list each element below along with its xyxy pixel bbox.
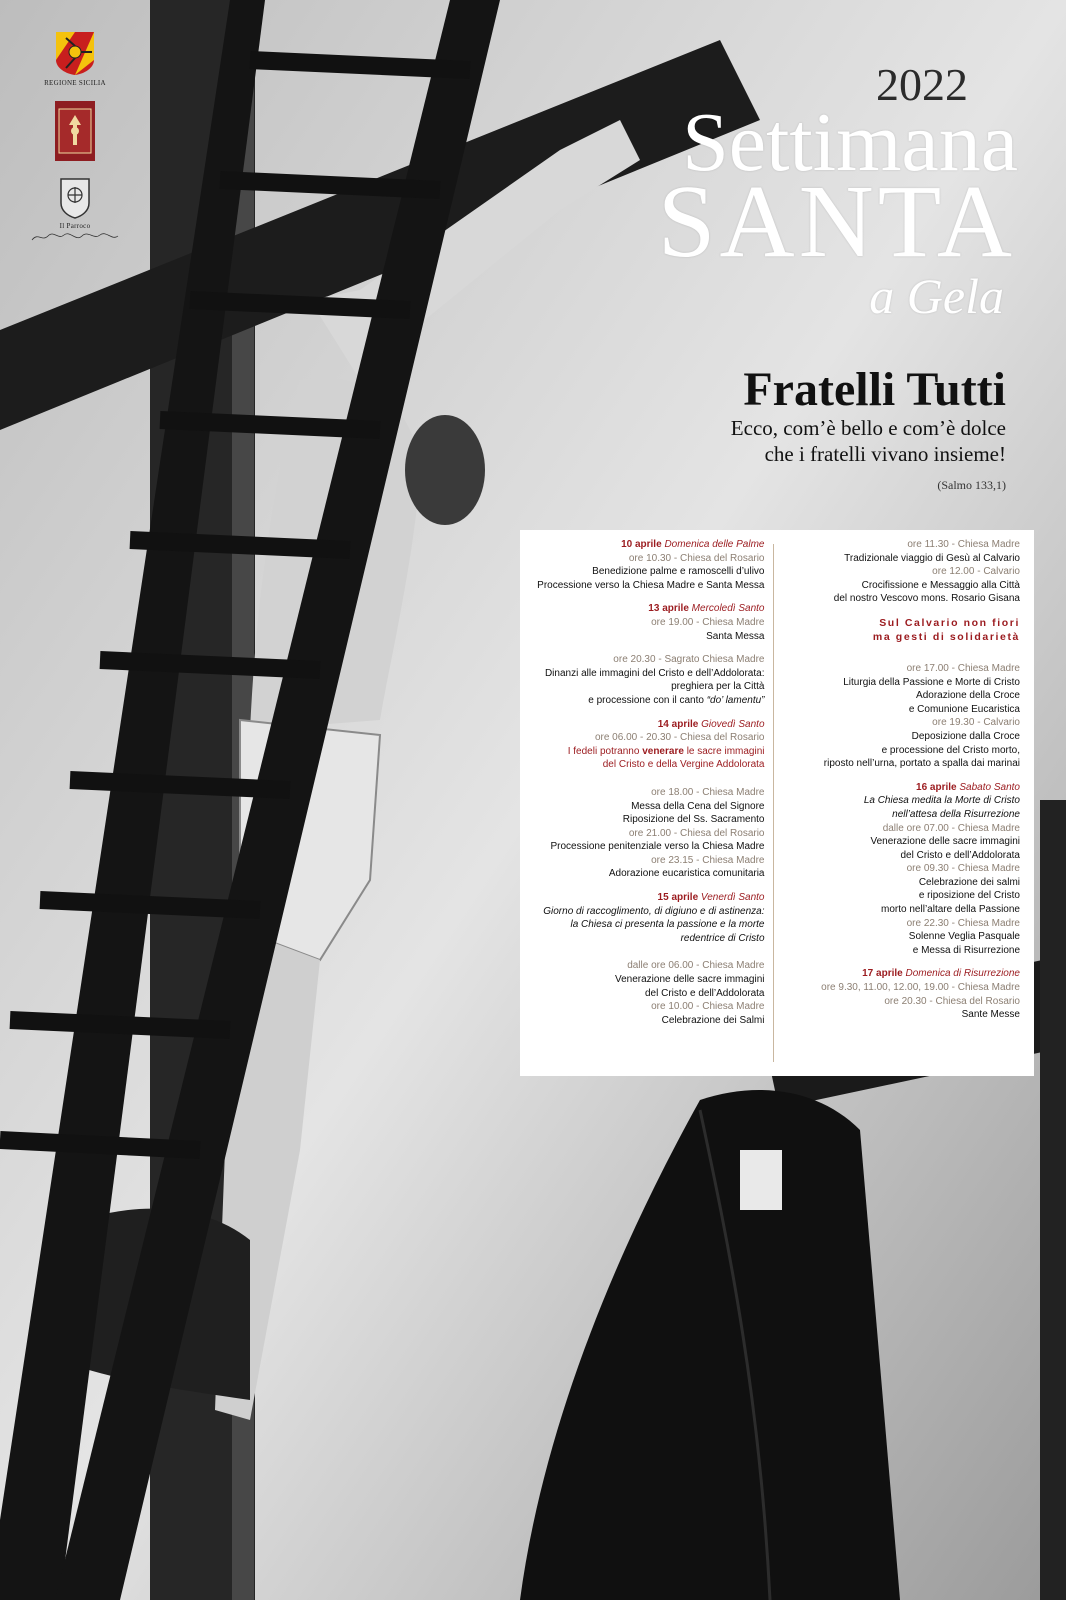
- event-desc: Messa della Cena del Signore: [631, 800, 765, 812]
- event-time: ore 10.30 - Chiesa del Rosario: [628, 552, 765, 564]
- event-intro: La Chiesa medita la Morte di Cristo: [863, 795, 1020, 807]
- event-time: ore 21.00 - Chiesa del Rosario: [628, 827, 765, 839]
- event-desc: Liturgia della Passione e Morte di Cristo: [843, 676, 1020, 688]
- date: 14 aprile: [657, 718, 699, 730]
- event-desc: Benedizione palme e ramoscelli d’ulivo: [592, 566, 765, 578]
- date: 15 aprile: [657, 892, 699, 904]
- day-name: Sabato Santo: [959, 781, 1020, 793]
- title-year: 2022: [876, 59, 968, 110]
- event-desc: Riposizione del Ss. Sacramento: [622, 814, 765, 826]
- event-time: ore 17.00 - Chiesa Madre: [906, 662, 1020, 674]
- schedule-right-column: [774, 538, 1025, 1068]
- event-desc: Dinanzi alle immagini del Cristo e dell’Addolorata:: [544, 667, 765, 679]
- event-desc: Adorazione della Croce: [916, 690, 1020, 702]
- event-time: ore 12.00 - Calvario: [932, 566, 1020, 578]
- slogan-line-2: ma gesti di solidarietà: [872, 630, 1020, 643]
- venerdi-afternoon: [784, 662, 1021, 771]
- title-santa: SANTA: [657, 164, 1016, 279]
- event-time: dalle ore 06.00 - Chiesa Madre: [627, 960, 765, 972]
- day-10-aprile: [528, 538, 765, 592]
- event-time: ore 18.00 - Chiesa Madre: [651, 786, 765, 798]
- event-desc: e processione con il canto: [588, 694, 704, 706]
- day-name: Mercoledì Santo: [691, 603, 765, 615]
- day-name: Domenica delle Palme: [664, 539, 765, 550]
- event-desc: Processione verso la Chiesa Madre e Santa Messa: [537, 579, 765, 591]
- day-13-aprile: [528, 602, 765, 707]
- poster-title: [506, 59, 1026, 326]
- day-14-aprile: [528, 718, 765, 882]
- event-time: ore 19.30 - Calvario: [932, 717, 1020, 729]
- parroco-signature: [30, 230, 120, 244]
- event-intro: redentrice di Cristo: [680, 932, 765, 944]
- event-time: dalle ore 07.00 - Chiesa Madre: [882, 822, 1020, 834]
- event-time: ore 22.30 - Chiesa Madre: [906, 917, 1020, 929]
- event-desc: e riposizione del Cristo: [918, 890, 1020, 902]
- event-desc: e processione del Cristo morto,: [881, 744, 1020, 756]
- event-desc: Venerazione delle sacre immagini: [870, 836, 1020, 848]
- event-time: ore 09.30 - Chiesa Madre: [906, 863, 1020, 875]
- event-desc: del Cristo e dell’Addolorata: [900, 849, 1020, 861]
- event-desc: Santa Messa: [706, 630, 765, 642]
- title-gela: a Gela: [869, 268, 1004, 324]
- event-desc: del nostro Vescovo mons. Rosario Gisana: [833, 593, 1020, 605]
- event-time: ore 10.00 - Chiesa Madre: [651, 1001, 765, 1013]
- event-intro: nell’attesa della Risurrezione: [892, 808, 1020, 820]
- event-desc-bold: venerare: [642, 745, 684, 757]
- date: 13 aprile: [648, 603, 689, 615]
- event-time: ore 9.30, 11.00, 12.00, 19.00 - Chiesa Madre: [821, 982, 1020, 994]
- day-name: Domenica di Risurrezione: [905, 968, 1020, 980]
- event-desc: le sacre immagini: [686, 745, 765, 757]
- event-desc: Processione penitenziale verso la Chiesa Madre: [550, 841, 765, 853]
- event-desc: riposto nell’urna, portato a spalla dai marinai: [823, 758, 1020, 770]
- date: 16 aprile: [916, 781, 957, 793]
- event-time: ore 11.30 - Chiesa Madre: [907, 539, 1020, 550]
- comune-gela-logo: [30, 101, 120, 161]
- regione-sicilia-logo: [30, 30, 120, 87]
- event-desc: Adorazione eucaristica comunitaria: [608, 868, 765, 880]
- date: 17 aprile: [862, 968, 903, 980]
- regione-caption: REGIONE SICILIA: [44, 79, 106, 87]
- logos-column: [30, 30, 120, 258]
- event-desc: Celebrazione dei Salmi: [661, 1014, 765, 1026]
- day-16-aprile: [784, 781, 1021, 958]
- event-desc: Deposizione dalla Croce: [911, 730, 1020, 742]
- event-desc: del Cristo e della Vergine Addolorata: [602, 759, 765, 771]
- motto-title: Fratelli Tutti: [743, 363, 1006, 416]
- event-time: ore 20.30 - Chiesa del Rosario: [884, 995, 1020, 1007]
- event-desc: Tradizionale viaggio di Gesù al Calvario: [844, 552, 1020, 564]
- motto-reference: (Salmo 133,1): [937, 478, 1006, 492]
- event-intro: Giorno di raccoglimento, di digiuno e di astinenza:: [543, 905, 765, 917]
- parroco-logo: [30, 175, 120, 244]
- solidarity-slogan: [784, 616, 1021, 644]
- venerdi-continued: [784, 538, 1021, 606]
- event-desc: Venerazione delle sacre immagini: [614, 974, 765, 986]
- schedule-panel: [520, 530, 1034, 1076]
- event-desc: e Messa di Risurrezione: [912, 944, 1020, 956]
- event-desc-italic: “do’ lamentu”: [706, 694, 765, 706]
- slogan-line-1: Sul Calvario non fiori: [879, 616, 1020, 629]
- day-17-aprile: [784, 967, 1021, 1021]
- event-time: ore 19.00 - Chiesa Madre: [651, 616, 765, 628]
- title-settimana: Settimana: [682, 96, 1018, 189]
- event-desc: Sante Messe: [961, 1009, 1020, 1021]
- day-name: Giovedì Santo: [701, 718, 765, 730]
- event-desc: Crocifissione e Messaggio alla Città: [861, 579, 1020, 591]
- event-desc: morto nell’altare della Passione: [881, 904, 1020, 916]
- comune-emblem-icon: [55, 101, 95, 161]
- event-desc: del Cristo e dell’Addolorata: [644, 987, 765, 999]
- event-desc: I fedeli potranno: [567, 745, 640, 757]
- event-desc: Celebrazione dei salmi: [918, 876, 1020, 888]
- motto-line-2: che i fratelli vivano insieme!: [764, 442, 1006, 466]
- event-time: ore 23.15 - Chiesa Madre: [651, 854, 765, 866]
- date: 10 aprile: [621, 539, 662, 550]
- event-intro: la Chiesa ci presenta la passione e la morte: [570, 919, 765, 931]
- event-time: ore 20.30 - Sagrato Chiesa Madre: [613, 654, 765, 666]
- motto: [486, 365, 1006, 497]
- day-15-aprile: [528, 891, 765, 1027]
- event-desc: Solenne Veglia Pasquale: [908, 931, 1020, 943]
- event-desc: preghiera per la Città: [671, 681, 765, 693]
- schedule-left-column: [528, 538, 773, 1068]
- parish-crest-icon: [58, 175, 92, 219]
- parroco-caption: Il Parroco: [59, 222, 91, 230]
- event-desc: e Comunione Eucaristica: [908, 703, 1020, 715]
- day-name: Venerdì Santo: [700, 892, 765, 904]
- trinacria-icon: [54, 30, 96, 76]
- event-time: ore 06.00 - 20.30 - Chiesa del Rosario: [594, 732, 765, 744]
- motto-line-1: Ecco, com’è bello e com’è dolce: [730, 416, 1006, 440]
